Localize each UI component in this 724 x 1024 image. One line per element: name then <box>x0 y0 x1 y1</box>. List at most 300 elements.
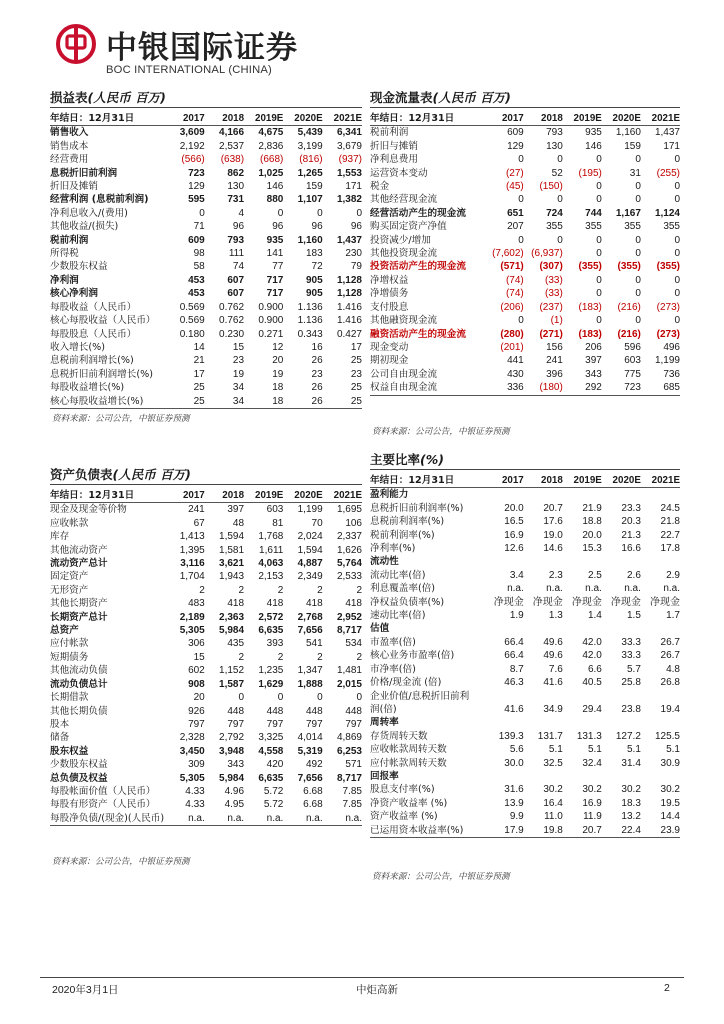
cell-value: 1,199 <box>297 504 323 516</box>
header-label: 年结日：12月31日 <box>370 112 485 126</box>
table-row <box>370 368 680 381</box>
table-header-row <box>370 112 680 126</box>
cell-value <box>485 690 524 703</box>
cell-value: 3,621 <box>219 558 245 570</box>
cell-value: 146 <box>585 140 602 152</box>
ratios-panel <box>370 450 680 890</box>
cell-value: 2 <box>317 584 323 596</box>
row-label: 息税折旧前利润率(%) <box>370 502 464 514</box>
table-row <box>50 570 362 583</box>
table-row <box>50 664 362 677</box>
cell-value: (237) <box>539 301 563 313</box>
cell-value: (201) <box>500 341 524 353</box>
table-row <box>50 611 362 624</box>
cell-value: 26.8 <box>660 677 680 689</box>
cell-value: 1.3 <box>548 610 563 622</box>
cell-value: 15.3 <box>582 543 602 555</box>
cell-value: 7.6 <box>548 663 563 675</box>
cell-value: 8.7 <box>509 663 524 675</box>
cell-value: n.a. <box>305 812 323 824</box>
cell-value: 717 <box>266 274 284 286</box>
table-row <box>50 301 362 314</box>
cell-value: 21.9 <box>582 502 602 514</box>
cell-value: 2 <box>238 584 245 596</box>
cell-value: 30.2 <box>621 784 641 796</box>
row-label: 税前利润 <box>50 234 89 246</box>
cell-value: 171 <box>345 181 362 193</box>
cell-value: 20.7 <box>543 502 563 514</box>
cell-value: 26 <box>311 395 323 407</box>
row-label: 市盈率(倍) <box>370 636 416 648</box>
cell-value: 206 <box>585 341 602 353</box>
cell-value: 607 <box>227 288 245 300</box>
table-row <box>370 582 680 595</box>
cell-value: 0 <box>596 248 602 260</box>
table-row <box>50 624 362 637</box>
cell-value: 2 <box>356 651 362 663</box>
table-row <box>370 676 680 689</box>
cell-value: 0 <box>596 154 602 166</box>
table-row <box>50 758 362 771</box>
cell-value: 4,887 <box>297 558 323 570</box>
cell-value: 5,305 <box>179 625 205 637</box>
cell-value: 602 <box>188 665 205 677</box>
cell-value: 23.9 <box>660 824 680 836</box>
cell-value: 20.7 <box>582 824 602 836</box>
cell-value: 22.7 <box>660 529 680 541</box>
cell-value: 31.6 <box>504 784 524 796</box>
cell-value: 306 <box>188 638 205 650</box>
table-row <box>370 502 680 515</box>
cell-value: 2,153 <box>258 571 284 583</box>
cell-value: 731 <box>227 194 245 206</box>
table-row <box>50 368 362 381</box>
cell-value: (355) <box>656 261 680 273</box>
row-label: 投资活动产生的现金流 <box>370 261 466 273</box>
cell-value: 1,704 <box>179 571 205 583</box>
cell-value <box>641 488 680 502</box>
cell-value: (280) <box>500 328 524 340</box>
cell-value <box>641 622 680 635</box>
cell-value: 18.3 <box>621 797 641 809</box>
table-row <box>50 517 362 530</box>
header-year: 2017 <box>485 112 524 126</box>
row-label: 少数股东权益 <box>50 759 108 771</box>
cell-value: 2.5 <box>587 569 602 581</box>
row-label: 每股收益增长(%) <box>50 382 125 394</box>
row-label: 每股净负债/(现金)(人民币) <box>50 812 165 824</box>
row-label: 少数股东权益 <box>50 261 108 273</box>
table-row <box>50 167 362 180</box>
row-label: 税金 <box>370 181 390 193</box>
cell-value: (216) <box>617 328 641 340</box>
table-row <box>50 678 362 691</box>
table-row <box>370 609 680 622</box>
cell-value: 159 <box>305 181 323 193</box>
table-row <box>370 354 680 367</box>
cell-value: 3,679 <box>336 140 362 152</box>
row-label: 库存 <box>50 531 70 543</box>
table-header-row <box>50 112 362 126</box>
row-label: 应付帐款 <box>50 638 89 650</box>
cell-value: 33.3 <box>621 650 641 662</box>
cell-value: 25 <box>193 395 205 407</box>
cell-value: (355) <box>617 261 641 273</box>
header-label: 年结日：12月31日 <box>50 112 165 126</box>
cell-value: 2,328 <box>179 732 205 744</box>
table-row <box>370 488 680 502</box>
footer-company: 中炬高新 <box>356 984 398 996</box>
table-header-row <box>370 474 680 488</box>
cell-value: 25 <box>350 355 362 367</box>
cell-value: 30.2 <box>660 784 680 796</box>
cell-value <box>563 488 602 502</box>
cell-value <box>485 488 524 502</box>
table-row <box>370 757 680 770</box>
cell-value: 2.3 <box>548 569 563 581</box>
cell-value: 17 <box>350 341 362 353</box>
header-year: 2018 <box>524 112 563 126</box>
income-statement-panel <box>50 88 362 436</box>
cell-value: (273) <box>656 328 680 340</box>
cell-value: 797 <box>345 718 362 730</box>
row-label: 其他长期资产 <box>50 598 108 610</box>
cell-value: (307) <box>539 261 563 273</box>
table-row <box>50 503 362 517</box>
cell-value: 607 <box>227 274 245 286</box>
cell-value: 7.85 <box>342 785 362 797</box>
cell-value: n.a. <box>624 583 641 595</box>
cell-value: 1,107 <box>297 194 323 206</box>
cell-value: 1.9 <box>509 610 524 622</box>
cell-value: 744 <box>585 207 602 219</box>
cell-value: 70 <box>311 517 323 529</box>
cell-value: 11.0 <box>544 811 563 823</box>
row-label: 股息支付率(%) <box>370 784 435 796</box>
cell-value: 106 <box>345 517 362 529</box>
income-statement-source: 资料来源：公司公告，中银证券预测 <box>52 414 190 424</box>
table-row <box>50 180 362 193</box>
cell-value: 797 <box>305 718 323 730</box>
cell-value: (180) <box>539 382 563 394</box>
cell-value: 355 <box>663 221 680 233</box>
table-row <box>370 743 680 756</box>
cell-value: 17.6 <box>543 516 563 528</box>
cell-value: 1.4 <box>587 610 602 622</box>
cell-value: 207 <box>507 221 524 233</box>
cell-value: (206) <box>500 301 524 313</box>
cell-value: 23.8 <box>621 703 641 715</box>
table-row <box>50 637 362 650</box>
cell-value: 1,581 <box>219 544 245 556</box>
cell-value: 6.6 <box>587 663 602 675</box>
cell-value: 0 <box>518 234 524 246</box>
cell-value: 77 <box>272 261 284 273</box>
cell-value: 793 <box>546 127 563 139</box>
row-label: 核心每股收益（人民币） <box>50 315 156 327</box>
cell-value: 1,888 <box>297 678 323 690</box>
cell-value: 1,629 <box>258 678 284 690</box>
cell-value: 30.9 <box>660 757 680 769</box>
cell-value: 净现金 <box>650 596 680 608</box>
cell-value: 2,792 <box>219 732 245 744</box>
row-label: 储备 <box>50 732 70 744</box>
table-row <box>50 220 362 233</box>
cell-value: 603 <box>624 355 641 367</box>
cell-value: 0 <box>674 274 680 286</box>
cell-value: 5,305 <box>179 772 205 784</box>
table-row <box>370 783 680 796</box>
row-label: 速动比率(倍) <box>370 610 426 622</box>
row-label: 每股股息（人民币） <box>50 328 137 340</box>
cell-value: 17 <box>193 368 205 380</box>
row-label: 息税折旧前利润 <box>50 167 118 179</box>
header-label: 年结日：12月31日 <box>370 474 485 488</box>
cell-value: 2,952 <box>336 611 362 623</box>
cell-value: 0 <box>674 234 680 246</box>
table-row <box>370 341 680 354</box>
cell-value: 6.68 <box>303 799 323 811</box>
row-label: 应收帐款 <box>50 517 89 529</box>
cell-value: 2 <box>356 584 362 596</box>
cell-value: (27) <box>505 167 524 179</box>
cell-value: 29.4 <box>582 703 602 715</box>
cell-value: 0 <box>635 194 641 206</box>
cell-value: n.a. <box>227 812 245 824</box>
cell-value: 0 <box>518 315 524 327</box>
header-year: 2019E <box>244 112 283 126</box>
header-year: 2017 <box>165 489 204 503</box>
cell-value: 418 <box>305 598 323 610</box>
cell-value: 596 <box>624 341 641 353</box>
cell-value: 0 <box>674 315 680 327</box>
cell-value: n.a. <box>266 812 284 824</box>
table-row <box>50 691 362 704</box>
table-row <box>370 180 680 193</box>
cell-value: 2,189 <box>179 611 205 623</box>
cell-value: 2,024 <box>297 531 323 543</box>
income-statement-title: 损益表(人民币 百万) <box>50 88 362 108</box>
cell-value: 4,063 <box>258 558 284 570</box>
cell-value: 131.7 <box>537 730 563 742</box>
cell-value: 6,635 <box>258 772 284 784</box>
cell-value: 4.33 <box>185 799 205 811</box>
cell-value <box>641 716 680 729</box>
header-year: 2019E <box>244 489 283 503</box>
row-label: 支付股息 <box>370 301 409 313</box>
table-row <box>50 530 362 543</box>
cell-value: 0.343 <box>297 328 323 340</box>
cell-value: 603 <box>266 504 284 516</box>
cell-value: 418 <box>227 598 245 610</box>
cell-value: 0.271 <box>258 328 284 340</box>
cell-value: 1,943 <box>219 571 245 583</box>
row-label: 经营费用 <box>50 154 89 166</box>
cell-value: 5.1 <box>548 744 563 756</box>
cell-value <box>524 488 563 502</box>
cell-value: 3,450 <box>179 745 205 757</box>
cell-value: 1,025 <box>258 167 284 179</box>
table-row <box>50 153 362 166</box>
cell-value: (183) <box>578 301 602 313</box>
table-row <box>370 649 680 662</box>
row-label: 息税前利润增长(%) <box>50 355 134 367</box>
cell-value: 775 <box>624 368 641 380</box>
table-row <box>370 529 680 542</box>
cell-value: 0 <box>277 692 284 704</box>
cell-value <box>524 716 563 729</box>
row-label: 每股帐面价值（人民币） <box>50 785 156 797</box>
row-label: 净利润 <box>50 274 79 286</box>
table-row <box>370 234 680 247</box>
cell-value: 3,116 <box>180 558 205 570</box>
cell-value: 1,128 <box>336 288 362 300</box>
ratios-source: 资料来源：公司公告，中银证券预测 <box>372 872 510 882</box>
cell-value: 0 <box>557 154 563 166</box>
cell-value: 0 <box>596 288 602 300</box>
balance-sheet-title: 资产负债表(人民币 百万) <box>50 465 362 485</box>
cell-value: 418 <box>266 598 284 610</box>
cell-value: 19.0 <box>543 529 563 541</box>
cell-value: 3,199 <box>297 140 323 152</box>
balance-sheet-table <box>50 489 362 826</box>
cell-value: 20.0 <box>582 529 602 541</box>
header-year: 2020E <box>602 474 641 488</box>
cell-value: 4,675 <box>258 127 284 139</box>
row-label: 已运用资本收益率(%) <box>370 824 464 836</box>
report-header <box>40 14 684 82</box>
cell-value: 3.4 <box>509 569 524 581</box>
table-row <box>50 718 362 731</box>
cell-value: 651 <box>507 207 524 219</box>
cell-value: 66.4 <box>504 650 524 662</box>
table-row <box>370 193 680 206</box>
cell-value: n.a. <box>546 583 563 595</box>
cell-value: 146 <box>266 181 284 193</box>
table-row <box>370 770 680 783</box>
cell-value: 1,481 <box>336 665 362 677</box>
cell-value: 0 <box>635 154 641 166</box>
cell-value: 0 <box>317 692 323 704</box>
cell-value: 241 <box>188 504 205 516</box>
row-label: 折旧及摊销 <box>50 181 98 193</box>
cell-value: 4.95 <box>224 799 245 811</box>
cell-value: 1,347 <box>297 665 323 677</box>
row-label: 流动比率(倍) <box>370 569 426 581</box>
row-label: 经营活动产生的现金流 <box>370 207 466 219</box>
table-row <box>50 584 362 597</box>
cell-value: 129 <box>507 140 524 152</box>
row-label: 其他经营现金流 <box>370 194 438 206</box>
cell-value: 34.9 <box>543 703 563 715</box>
cell-value <box>524 622 563 635</box>
cell-value: (638) <box>220 154 245 166</box>
table-row <box>370 555 680 568</box>
cell-value: (74) <box>505 274 524 286</box>
row-label: 其他流动负债 <box>50 665 108 677</box>
cell-value: 2,363 <box>219 611 245 623</box>
table-row <box>50 544 362 557</box>
row-label: 核心每股收益增长(%) <box>50 395 144 407</box>
cell-value: 1,611 <box>259 544 284 556</box>
row-label: 每股收益（人民币） <box>50 301 137 313</box>
row-label: 流动性 <box>370 556 399 568</box>
cell-value: 309 <box>188 759 205 771</box>
table-row <box>370 622 680 635</box>
cell-value: 0 <box>596 234 602 246</box>
cell-value <box>485 770 524 783</box>
cell-value: 571 <box>345 759 362 771</box>
row-label: 市净率(倍) <box>370 663 416 675</box>
cell-value <box>602 716 641 729</box>
row-label: 核心业务市盈率(倍) <box>370 650 455 662</box>
cell-value: 685 <box>663 382 680 394</box>
cell-value: 241 <box>546 355 563 367</box>
cell-value: 129 <box>188 181 205 193</box>
cell-value <box>563 555 602 568</box>
row-label: 其他融资现金流 <box>370 315 438 327</box>
table-row <box>50 274 362 287</box>
row-label: 流动负债总计 <box>50 678 108 690</box>
cell-value: 355 <box>546 221 563 233</box>
header-year: 2021E <box>641 112 680 126</box>
cell-value: 4 <box>238 207 245 219</box>
cell-value: 14.6 <box>543 543 563 555</box>
cell-value: 16.4 <box>543 797 563 809</box>
cell-value: 20 <box>193 692 205 704</box>
cell-value <box>641 690 680 703</box>
cell-value: 4.8 <box>666 663 680 675</box>
row-label: 长期借款 <box>50 692 89 704</box>
cell-value <box>485 555 524 568</box>
cell-value: 2,349 <box>297 571 323 583</box>
cell-value: (216) <box>617 301 641 313</box>
page-number: 2 <box>664 982 670 994</box>
cell-value: 20.3 <box>621 516 641 528</box>
header-year: 2018 <box>205 112 244 126</box>
row-label: 折旧与摊销 <box>370 140 418 152</box>
cell-value: 797 <box>188 718 205 730</box>
cell-value: 717 <box>266 288 284 300</box>
row-label: 息税前利润率(%) <box>370 516 445 528</box>
header-year: 2018 <box>524 474 563 488</box>
cell-value: 1.136 <box>297 315 323 327</box>
header-year: 2017 <box>485 474 524 488</box>
cell-value: 230 <box>345 248 362 260</box>
cell-value: 19 <box>232 368 245 380</box>
row-label: 利息覆盖率(倍) <box>370 583 436 595</box>
cell-value: 2 <box>199 584 205 596</box>
header-year: 2017 <box>165 112 204 126</box>
cell-value: 1.136 <box>297 301 323 313</box>
cell-value: 908 <box>188 678 205 690</box>
table-row <box>370 716 680 729</box>
row-label: 无形资产 <box>50 584 89 596</box>
table-row <box>50 260 362 273</box>
cell-value: 0.569 <box>179 315 205 327</box>
row-label: 其他收益/(损失) <box>50 221 119 233</box>
cell-value: 0 <box>596 274 602 286</box>
cell-value: (255) <box>656 167 680 179</box>
cell-value: 448 <box>345 705 362 717</box>
cell-value: 26 <box>311 382 323 394</box>
cell-value: 448 <box>305 705 323 717</box>
table-row <box>370 287 680 300</box>
cell-value: 41.6 <box>504 703 524 715</box>
row-label: 购买固定资产净值 <box>370 221 447 233</box>
table-row <box>370 328 680 341</box>
row-label: 现金变动 <box>370 341 409 353</box>
